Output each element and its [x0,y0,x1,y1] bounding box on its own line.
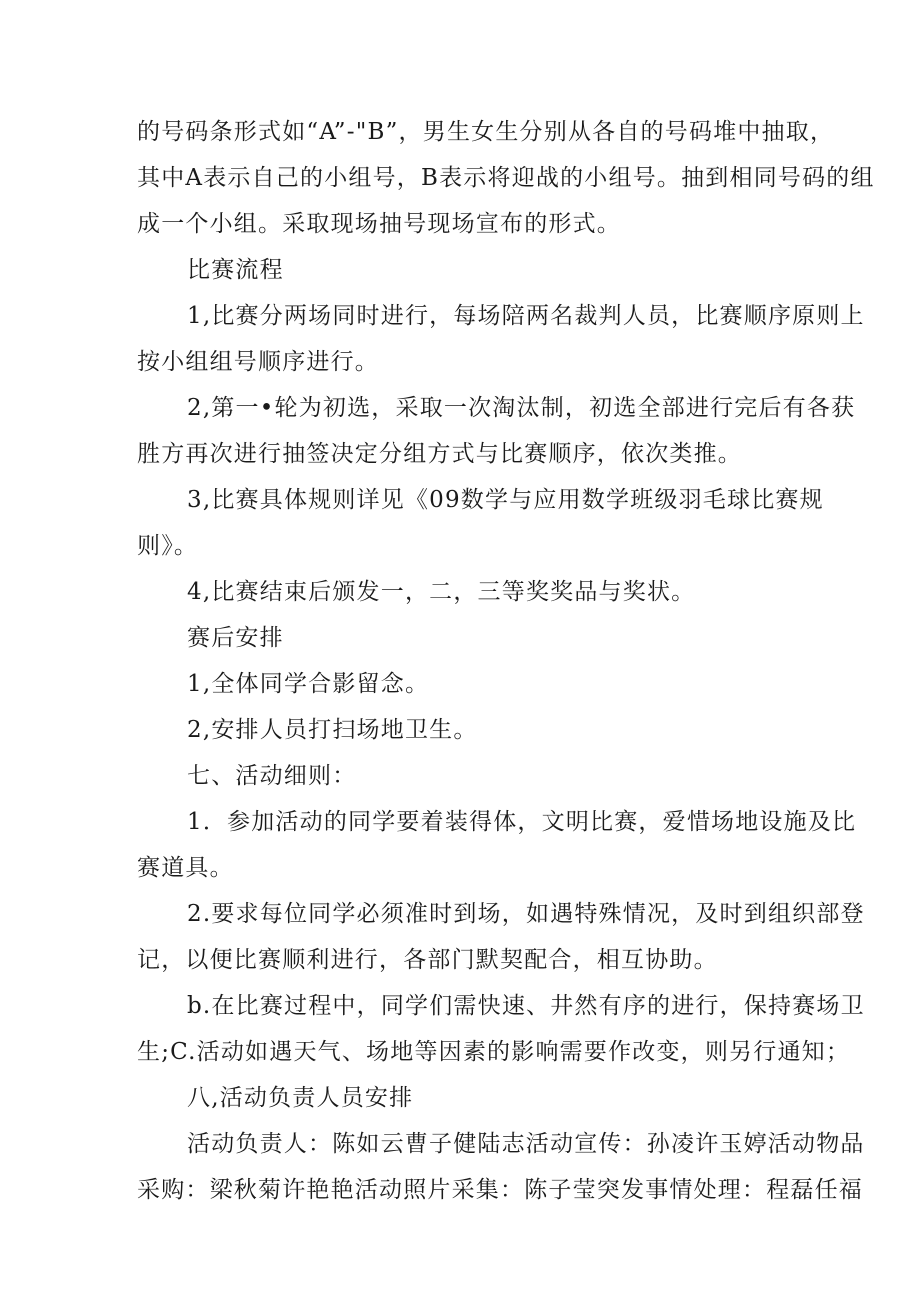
text-line: 2,第一•轮为初选，采取一次淘汰制，初选全部进行完后有各获 [187,395,856,421]
section-heading: 比赛流程 [187,257,284,283]
text-line: 采购：梁秋菊许艳艳活动照片采集：陈子莹突发事情处理：程磊任福 [137,1177,863,1203]
text-line: 3,比赛具体规则详见《09数学与应用数学班级羽毛球比赛规 [187,487,824,513]
text-line: 胜方再次进行抽签决定分组方式与比赛顺序，依次类推。 [137,441,742,467]
text-line: 1,比赛分两场同时进行，每场陪两名裁判人员，比赛顺序原则上 [187,303,865,329]
text-line: 1．参加活动的同学要着装得体，文明比赛，爱惜场地设施及比 [187,809,857,835]
text-line: 成一个小组。采取现场抽号现场宣布的形式。 [137,211,621,237]
text-line: 生;C.活动如遇天气、场地等因素的影响需要作改变，则另行通知； [137,1039,851,1065]
text-line: 则》。 [137,533,199,559]
text-line: 1,全体同学合影留念。 [187,671,430,697]
text-line: 4,比赛结束后颁发一，二，三等奖奖品与奖状。 [187,579,696,605]
text-line: b.在比赛过程中，同学们需快速、井然有序的进行，保持赛场卫 [187,993,865,1019]
section-heading: 赛后安排 [187,625,284,651]
text-line: 赛道具。 [137,855,234,881]
section-heading: 八,活动负责人员安排 [187,1085,414,1111]
text-line: 活动负责人：陈如云曹子健陆志活动宣传：孙凌许玉婷活动物品 [187,1131,865,1157]
text-line: 记，以便比赛顺利进行，各部门默契配合，相互协助。 [137,947,718,973]
text-line: 的号码条形式如“A”-"B”，男生女生分别从各自的号码堆中抽取， [137,119,835,145]
text-line: 2,安排人员打扫场地卫生。 [187,717,478,743]
text-line: 按小组组号顺序进行。 [137,349,379,375]
text-line: 其中A表示自己的小组号，B表示将迎战的小组号。抽到相同号码的组 [137,165,875,191]
section-heading: 七、活动细则： [187,763,357,789]
text-line: 2.要求每位同学必须准时到场，如遇特殊情况，及时到组织部登 [187,901,865,927]
